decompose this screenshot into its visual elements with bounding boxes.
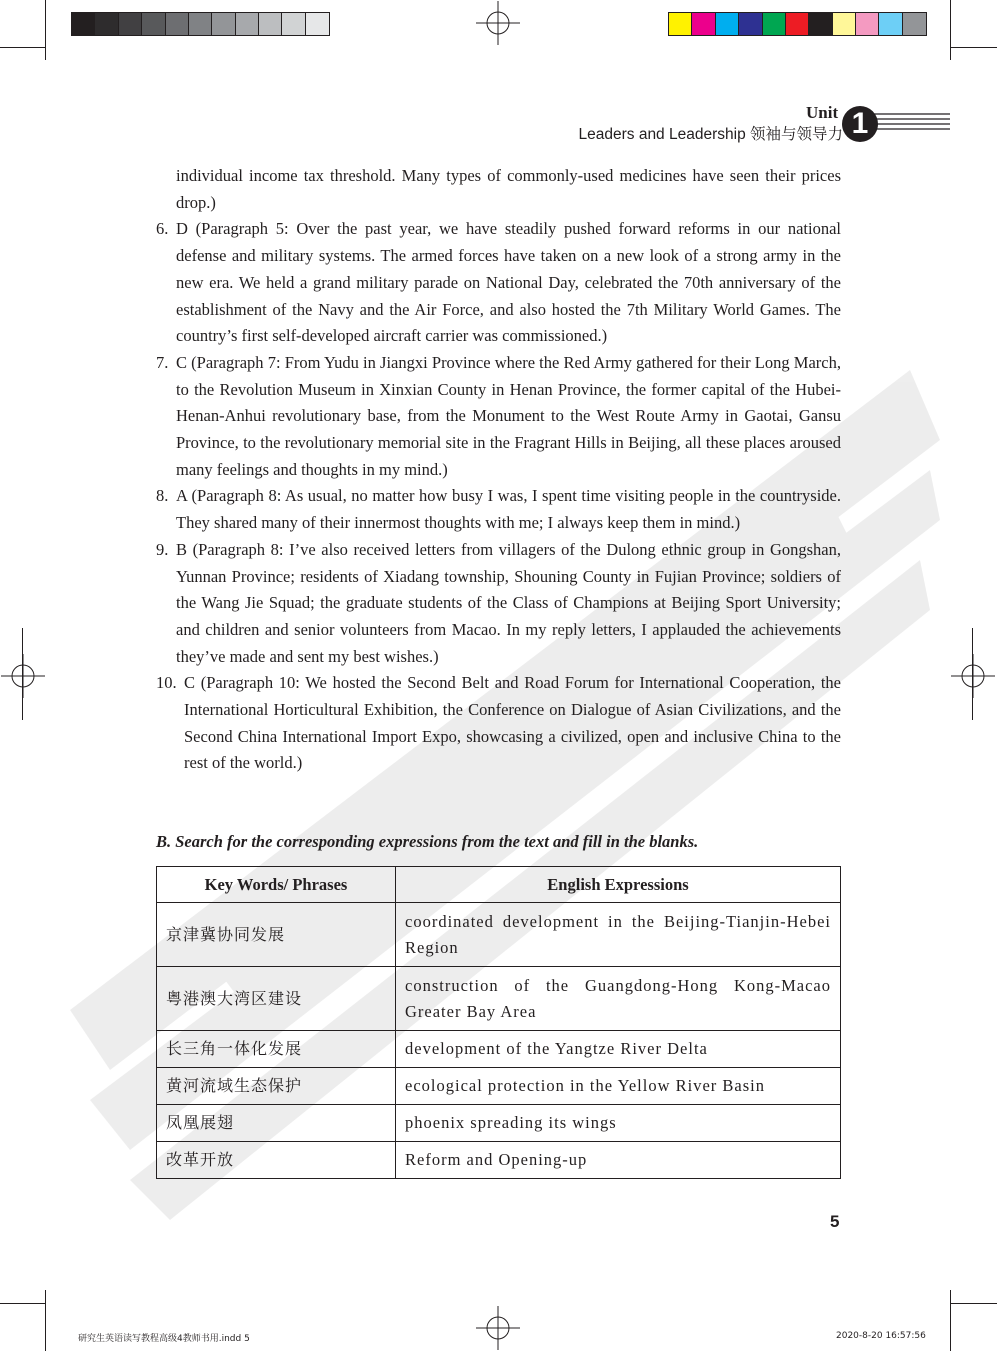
color-swatch [716, 13, 739, 35]
answer-text: A (Paragraph 8: As usual, no matter how busy I was, I spent time visiting people in the countryside. They shared many of their innermost thoughts with me; I always keep them in mind.) [176, 486, 841, 533]
english-expression-cell: construction of the Guangdong-Hong Kong-Macao Greater Bay Area [396, 967, 841, 1031]
answer-item [156, 537, 841, 671]
color-swatch [306, 13, 329, 35]
color-swatch [142, 13, 165, 35]
unit-number-badge: 1 [842, 106, 878, 142]
section-b-instruction: B. Search for the corresponding expressions from the text and fill in the blanks. [156, 832, 699, 851]
color-swatch [259, 13, 282, 35]
color-swatch [236, 13, 259, 35]
english-expression-cell: coordinated development in the Beijing-Tianjin-Hebei Region [396, 903, 841, 967]
answer-text: D (Paragraph 5: Over the past year, we have steadily pushed forward reforms in our national defense and military systems. The armed forces have taken on a new look of a strong army in the new era. We held a grand military parade on National Day, celebrated the 70th anniversary of the establishment of the Navy and the Air Force, and also hosted the 7th Military World Games. The country’s first self-developed aircraft carrier was commissioned.) [176, 219, 841, 346]
registration-mark-icon [951, 654, 995, 698]
answer-item [156, 483, 841, 536]
key-phrase-cell: 粤港澳大湾区建设 [157, 967, 396, 1031]
answer-text: B (Paragraph 8: I’ve also received letters from villagers of the Dulong ethnic group in Gongshan, Yunnan Province; residents of Xiadang township, Shouning County in Fujian Province; soldiers of the Wang Jie Squad; the graduate students of the Class of Champions at Beijing Sport University; and children and senior volunteers from Macao. In my reply letters, I applauded the achievements they’ve made and sent my best wishes.) [176, 539, 841, 666]
key-phrase-cell: 长三角一体化发展 [157, 1031, 396, 1068]
color-swatch [786, 13, 809, 35]
crop-mark [950, 1290, 951, 1351]
color-swatch [119, 13, 142, 35]
table-row [157, 967, 841, 1031]
color-swatch [72, 13, 95, 35]
table-row [157, 1068, 841, 1105]
color-swatch [189, 13, 212, 35]
key-phrase-cell: 黄河流域生态保护 [157, 1068, 396, 1105]
crop-mark [45, 0, 46, 60]
table-row [157, 1031, 841, 1068]
key-phrase-cell: 改革开放 [157, 1142, 396, 1179]
answer-number: 6. [156, 219, 169, 239]
answer-text: individual income tax threshold. Many types of commonly-used medicines have seen their prices drop.) [176, 166, 841, 212]
english-expression-cell: phoenix spreading its wings [396, 1105, 841, 1142]
table-row [157, 903, 841, 967]
color-swatch [856, 13, 879, 35]
key-phrase-cell: 京津冀协同发展 [157, 903, 396, 967]
answer-text: C (Paragraph 7: From Yudu in Jiangxi Province where the Red Army gathered for their Long March, to the Revolution Museum in Xinxian County in Henan Province, the former capital of the Hubei-Henan-Anhui revolutionary base, from the Monument to the West Route Army in Gaotai, Gansu Province, to the revolutionary memorial site in the Fragrant Hills in Beijing, all these places aroused many feelings and thoughts in my mind.) [176, 352, 841, 479]
crop-mark [950, 47, 997, 48]
header-rule-lines [868, 112, 950, 134]
color-swatch [669, 13, 692, 35]
registration-mark-icon [1, 654, 45, 698]
crop-mark [950, 0, 951, 60]
answer-continuation [156, 163, 841, 216]
color-swatch [212, 13, 235, 35]
color-swatch [739, 13, 762, 35]
key-phrase-cell: 凤凰展翅 [157, 1105, 396, 1142]
answer-item [156, 216, 841, 350]
color-swatch [95, 13, 118, 35]
table-row [157, 1105, 841, 1142]
color-swatch [833, 13, 856, 35]
answer-list [156, 163, 841, 777]
answer-text: C (Paragraph 10: We hosted the Second Belt and Road Forum for International Cooperation, the International Horticultural Exhibition, the Conference on Dialogue of Asian Civilizations, and the Second China International Import Expo, showcasing a civilized, open and inclusive China to the rest of the world.) [184, 673, 841, 773]
color-swatch [903, 13, 926, 35]
answer-item [156, 350, 841, 484]
table-header-key-words: Key Words/ Phrases [157, 867, 396, 903]
table-row [157, 1142, 841, 1179]
registration-mark-icon [476, 1306, 520, 1350]
grayscale-color-bar [71, 12, 330, 36]
color-swatch [692, 13, 715, 35]
crop-mark [0, 47, 46, 48]
english-expression-cell: ecological protection in the Yellow River Basin [396, 1068, 841, 1105]
answer-number: 7. [156, 352, 169, 372]
color-swatch [763, 13, 786, 35]
color-swatch [809, 13, 832, 35]
crop-mark [972, 628, 973, 720]
expressions-table [156, 866, 841, 1179]
unit-title: Leaders and Leadership 领袖与领导力 [578, 126, 843, 143]
answer-number: 8. [156, 486, 169, 506]
crop-mark [22, 628, 23, 720]
answer-item [156, 670, 841, 777]
answer-number: 9. [156, 539, 169, 559]
footer-timestamp: 2020-8-20 16:57:56 [836, 1331, 926, 1341]
registration-mark-icon [476, 1, 520, 45]
color-swatch [879, 13, 902, 35]
crop-mark [45, 1290, 46, 1351]
page-number: 5 [830, 1212, 840, 1231]
english-expression-cell: development of the Yangtze River Delta [396, 1031, 841, 1068]
crop-mark [0, 1303, 46, 1304]
answer-number: 10. [156, 673, 177, 693]
english-expression-cell: Reform and Opening-up [396, 1142, 841, 1179]
process-color-bar [668, 12, 927, 36]
color-swatch [282, 13, 305, 35]
footer-filename: 研究生英语读写教程高级4教师书用.indd 5 [78, 1334, 250, 1344]
color-swatch [166, 13, 189, 35]
crop-mark [950, 1303, 997, 1304]
unit-label: Unit [806, 103, 839, 122]
table-header-english-expressions: English Expressions [396, 867, 841, 903]
